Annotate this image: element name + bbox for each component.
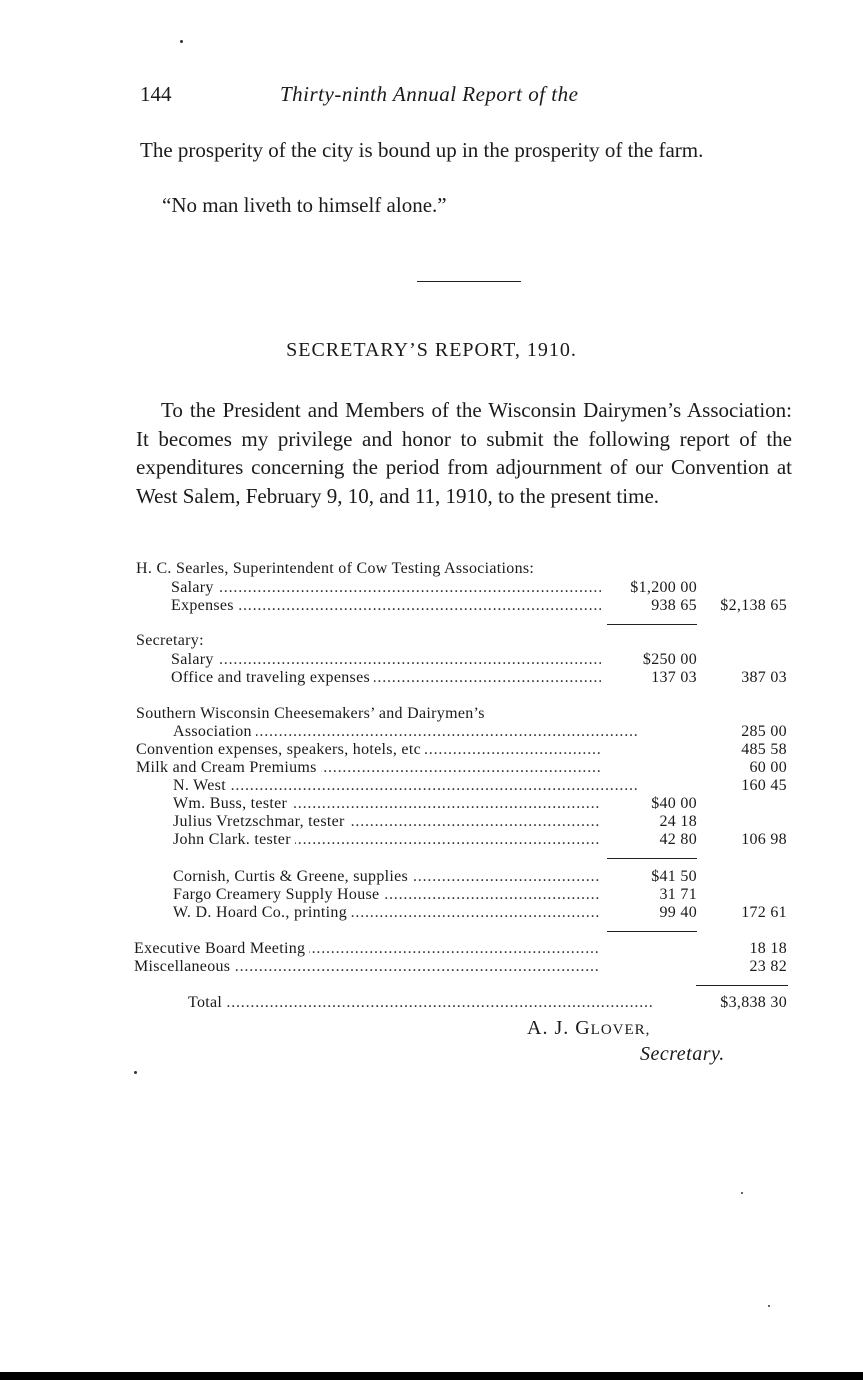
ledger-row: Milk and Cream Premiums . . . 60 00 (0, 759, 863, 777)
ledger-total: 285 00 (741, 723, 787, 740)
ledger-amount: $41 50 (651, 868, 697, 885)
print-speck (741, 1192, 743, 1194)
ledger-total: 18 18 (749, 940, 787, 957)
subtotal-rule (607, 858, 697, 859)
signature-title: Secretary. (640, 1043, 725, 1065)
print-speck (134, 1071, 137, 1074)
running-title: Thirty-ninth Annual Report of the (280, 82, 579, 106)
ledger-total-row: Total . . . $3,838 30 (0, 994, 863, 1012)
report-letter: To the President and Members of the Wisconsin Dairymen’s Association: It becomes my privilege and honor to submit the following report of the expenditures concerning the period from adjournment of our Convention at West Salem, February 9, 10, and 11, 1910, to the present time. (136, 398, 792, 508)
report-heading: SECRETARY’S REPORT, 1910. (286, 339, 577, 361)
grand-total: $3,838 30 (720, 994, 787, 1011)
ledger-row: N. West . . . 160 45 (0, 777, 863, 795)
print-speck (768, 1305, 770, 1307)
ledger-amount: $1,200 00 (630, 579, 697, 596)
ledger-total: $2,138 65 (720, 597, 787, 614)
ledger-row: Miscellaneous . . . 23 82 (0, 958, 863, 976)
ledger-section-header: H. C. Searles, Superintendent of Cow Testing Associations: (136, 560, 535, 577)
total-rule (696, 985, 788, 986)
ledger-amount: 137 03 (651, 669, 697, 686)
page-number: 144 (140, 82, 172, 106)
ledger-row: Cornish, Curtis & Greene, supplies . . . $41 50 (0, 868, 863, 886)
ledger-section-header: Southern Wisconsin Cheesemakers’ and Dairymen’s (136, 705, 485, 722)
intro-quote: “No man liveth to himself alone.” (162, 193, 447, 217)
intro-paragraph: The prosperity of the city is bound up in the prosperity of the farm. (140, 138, 704, 162)
ledger-row: W. D. Hoard Co., printing . . . 99 40 172 61 (0, 904, 863, 922)
print-speck (180, 40, 183, 43)
ledger-row: Executive Board Meeting . . . 18 18 (0, 940, 863, 958)
ledger-row: Fargo Creamery Supply House . . . 31 71 (0, 886, 863, 904)
ledger-row: Salary . . . $1,200 00 (0, 579, 863, 597)
ledger-total: 160 45 (741, 777, 787, 794)
ledger-total: 485 58 (741, 741, 787, 758)
ledger-total: 106 98 (741, 831, 787, 848)
ledger-row: Convention expenses, speakers, hotels, etc . . . 485 58 (0, 741, 863, 759)
ledger-amount: 31 71 (659, 886, 697, 903)
ledger-amount: $250 00 (642, 651, 697, 668)
section-divider (417, 281, 521, 282)
ledger-row: John Clark. tester . . . 42 80 106 98 (0, 831, 863, 849)
ledger-amount: $40 00 (651, 795, 697, 812)
subtotal-rule (607, 931, 697, 932)
ledger-total: 60 00 (749, 759, 787, 776)
ledger-row: Wm. Buss, tester . . . $40 00 (0, 795, 863, 813)
ledger-amount: 99 40 (659, 904, 697, 921)
ledger-row: Salary . . . $250 00 (0, 651, 863, 669)
running-header (140, 82, 800, 112)
scan-edge-bar (0, 1372, 863, 1380)
ledger-total: 23 82 (749, 958, 787, 975)
ledger-amount: 24 18 (659, 813, 697, 830)
ledger-row: Expenses . . . 938 65 $2,138 65 (0, 597, 863, 615)
ledger-row: Julius Vretzschmar, tester . . . 24 18 (0, 813, 863, 831)
ledger-amount: 42 80 (659, 831, 697, 848)
ledger-section-header: Secretary: (136, 632, 204, 649)
subtotal-rule (607, 624, 697, 625)
ledger-total: 387 03 (741, 669, 787, 686)
ledger-amount: 938 65 (651, 597, 697, 614)
ledger-row: Association . . . 285 00 (0, 723, 863, 741)
ledger-row: Office and traveling expenses . . . 137 03 387 03 (0, 669, 863, 687)
ledger-total: 172 61 (741, 904, 787, 921)
signature-name: A. J. GLOVER, (527, 1017, 651, 1039)
